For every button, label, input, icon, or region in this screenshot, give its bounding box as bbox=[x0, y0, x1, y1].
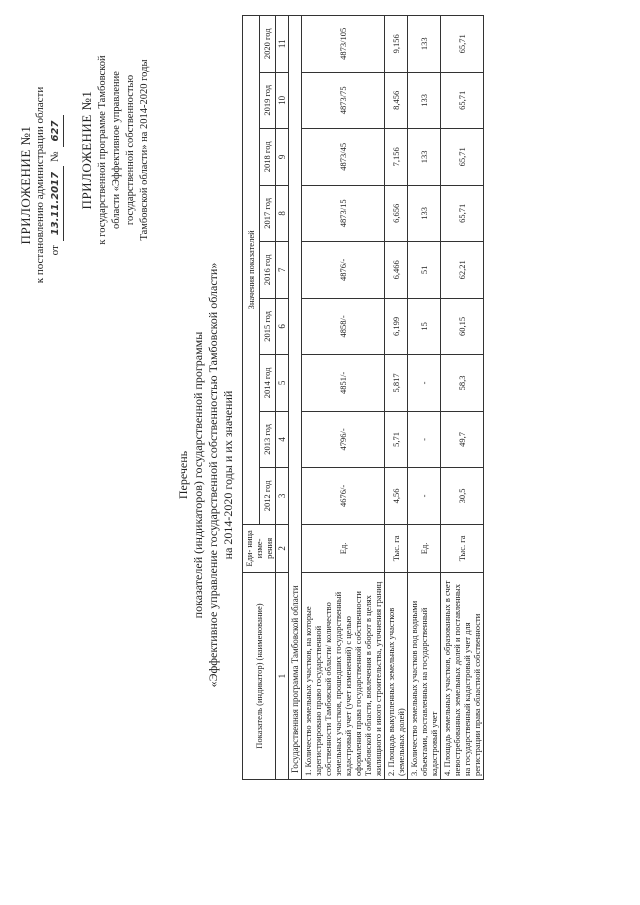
value-cell: 133 bbox=[408, 16, 441, 73]
appendix-program-line: Тамбовской области» на 2014-2020 годы bbox=[139, 59, 150, 241]
appendix-program-block bbox=[80, 15, 152, 285]
column-number: 6 bbox=[276, 298, 289, 355]
title-line: Перечень bbox=[176, 450, 190, 500]
table-row bbox=[441, 16, 484, 780]
year-header: 2014 год bbox=[259, 355, 276, 412]
year-header: 2020 год bbox=[259, 16, 276, 73]
value-cell: 4858/- bbox=[302, 298, 385, 355]
indicator-unit: Ед. bbox=[408, 524, 441, 572]
value-cell: 133 bbox=[408, 185, 441, 242]
value-cell: 4873/105 bbox=[302, 16, 385, 73]
appendix-decree-title: ПРИЛОЖЕНИЕ №1 bbox=[18, 125, 33, 245]
appendix-program-line: области «Эффективное управление bbox=[111, 71, 122, 229]
value-cell: 51 bbox=[408, 242, 441, 299]
number-label: № bbox=[49, 151, 61, 162]
year-header: 2015 год bbox=[259, 298, 276, 355]
appendix-decree-line: к постановлению администрации области bbox=[34, 86, 46, 284]
value-cell: - bbox=[408, 411, 441, 468]
year-header: 2012 год bbox=[259, 468, 276, 525]
value-cell: 4851/- bbox=[302, 355, 385, 412]
header-unit: Еди- ница изме- рения bbox=[243, 524, 276, 572]
value-cell: 4873/45 bbox=[302, 129, 385, 186]
from-label: от bbox=[49, 245, 61, 256]
appendix-decree-block bbox=[18, 65, 64, 305]
title-line: показателей (индикаторов) государственной программы bbox=[191, 331, 205, 619]
column-numbers-row bbox=[276, 16, 289, 780]
value-cell: 58,3 bbox=[441, 355, 484, 412]
title-line: на 2014-2020 годы и их значений bbox=[221, 390, 235, 560]
value-cell: 133 bbox=[408, 72, 441, 129]
value-cell: - bbox=[408, 468, 441, 525]
value-cell: 6,466 bbox=[385, 242, 408, 299]
appendix-decree-date-row bbox=[48, 65, 64, 305]
value-cell: 15 bbox=[408, 298, 441, 355]
value-cell: 9,156 bbox=[385, 16, 408, 73]
column-number: 2 bbox=[276, 524, 289, 572]
value-cell: 65,71 bbox=[441, 16, 484, 73]
section-title: Государственная программа Тамбовской области bbox=[289, 16, 302, 780]
header-values: Значения показателей bbox=[243, 16, 260, 525]
indicator-unit: Ед. bbox=[302, 524, 385, 572]
value-cell: - bbox=[408, 355, 441, 412]
value-cell: 4873/15 bbox=[302, 185, 385, 242]
handwritten-date: 13.11.2017 bbox=[48, 166, 64, 241]
value-cell: 4,56 bbox=[385, 468, 408, 525]
value-cell: 30,5 bbox=[441, 468, 484, 525]
value-cell: 5,71 bbox=[385, 411, 408, 468]
appendix-program-title: ПРИЛОЖЕНИЕ №1 bbox=[79, 90, 94, 210]
column-number: 11 bbox=[276, 16, 289, 73]
document-title bbox=[176, 195, 236, 755]
table-row bbox=[408, 16, 441, 780]
value-cell: 133 bbox=[408, 129, 441, 186]
column-number: 3 bbox=[276, 468, 289, 525]
appendix-program-line: к государственной программе Тамбовской bbox=[97, 55, 108, 245]
header-row bbox=[243, 16, 260, 780]
table-row bbox=[385, 16, 408, 780]
year-header: 2017 год bbox=[259, 185, 276, 242]
indicator-unit: Тыс. га bbox=[385, 524, 408, 572]
column-number: 4 bbox=[276, 411, 289, 468]
indicator-name: 3. Количество земельных участков под водными объектами, поставленных на государственный кадастровый учет bbox=[408, 573, 441, 780]
value-cell: 4796/- bbox=[302, 411, 385, 468]
value-cell: 49,7 bbox=[441, 411, 484, 468]
year-header: 2019 год bbox=[259, 72, 276, 129]
value-cell: 65,71 bbox=[441, 185, 484, 242]
indicator-name: 2. Площадь выкупленных земельных участков (земельных долей) bbox=[385, 573, 408, 780]
value-cell: 4876/- bbox=[302, 242, 385, 299]
column-number: 10 bbox=[276, 72, 289, 129]
value-cell: 6,656 bbox=[385, 185, 408, 242]
table-row bbox=[302, 16, 385, 780]
year-header: 2016 год bbox=[259, 242, 276, 299]
value-cell: 65,71 bbox=[441, 72, 484, 129]
header-indicator: Показатель (индикатор) (наименование) bbox=[243, 573, 276, 780]
indicator-unit: Тыс. га bbox=[441, 524, 484, 572]
indicator-name: 4. Площадь земельных участков, образованных в счет невостребованных земельных долей и поставленных на государственный кадастровый учет для регистрации права областной собственности bbox=[441, 573, 484, 780]
handwritten-number: 627 bbox=[48, 115, 64, 148]
title-line: «Эффективное управление государственной собственностью Тамбовской области» bbox=[206, 262, 220, 688]
indicator-name: 1. Количество земельных участков, на которые зарегистрировано право государственной собственности Тамбовской области/ количество земельных участков, прошедших государственный кадастровый учет (учет изменений) с целью оформления права государственной собственности Тамбовской области, вовлечения в оборот в целях жилищного и иного строительства, уточнения границ bbox=[302, 573, 385, 780]
year-header: 2013 год bbox=[259, 411, 276, 468]
value-cell: 6,199 bbox=[385, 298, 408, 355]
section-row bbox=[289, 16, 302, 780]
column-number: 5 bbox=[276, 355, 289, 412]
column-number: 9 bbox=[276, 129, 289, 186]
value-cell: 4676/- bbox=[302, 468, 385, 525]
column-number: 7 bbox=[276, 242, 289, 299]
indicators-table bbox=[242, 15, 484, 780]
value-cell: 65,71 bbox=[441, 129, 484, 186]
value-cell: 62,21 bbox=[441, 242, 484, 299]
column-number: 1 bbox=[276, 573, 289, 780]
value-cell: 4873/75 bbox=[302, 72, 385, 129]
year-header: 2018 год bbox=[259, 129, 276, 186]
appendix-program-line: государственной собственностью bbox=[125, 74, 136, 226]
value-cell: 60,15 bbox=[441, 298, 484, 355]
value-cell: 8,456 bbox=[385, 72, 408, 129]
value-cell: 7,156 bbox=[385, 129, 408, 186]
column-number: 8 bbox=[276, 185, 289, 242]
value-cell: 5,817 bbox=[385, 355, 408, 412]
